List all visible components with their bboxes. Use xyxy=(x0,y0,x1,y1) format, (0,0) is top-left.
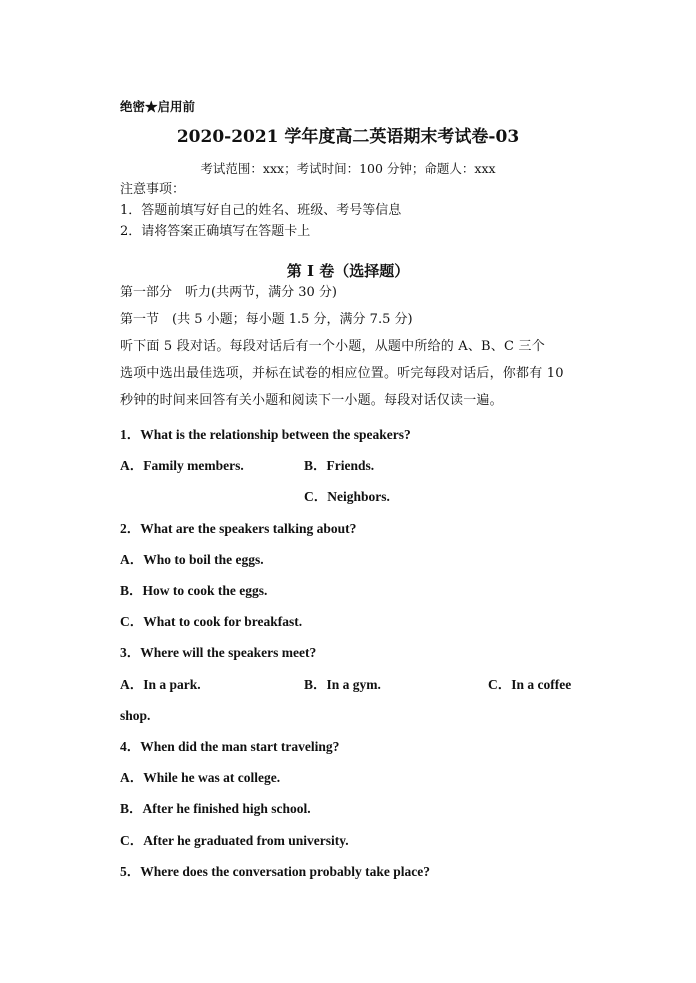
instruction-line-1: 听下面 5 段对话。每段对话后有一个小题，从题中所给的 A、B、C 三个 xyxy=(120,339,545,354)
question-1-stem: 1．What is the relationship between the speakers? xyxy=(120,427,411,442)
note-item-2: 2．请将答案正确填写在答题卡上 xyxy=(120,224,311,239)
question-1-option-c: C．Neighbors. xyxy=(304,489,390,504)
part-heading: 第一部分 听力(共两节，满分 30 分) xyxy=(120,285,337,300)
exam-meta: 考试范围：xxx；考试时间：100 分钟；命题人：xxx xyxy=(200,161,496,176)
question-3-option-c: C．In a coffee xyxy=(488,677,572,692)
section-title: 第 I 卷（选择题） xyxy=(286,262,410,280)
question-4-option-a: A．While he was at college. xyxy=(120,770,281,785)
question-1-option-a: A．Family members. xyxy=(120,458,244,473)
question-3-stem: 3．Where will the speakers meet? xyxy=(120,645,317,660)
question-2-stem: 2．What are the speakers talking about? xyxy=(120,521,357,536)
question-2-option-a: A．Who to boil the eggs. xyxy=(120,552,264,567)
question-1-option-b: B．Friends. xyxy=(304,458,375,473)
question-2-option-b: B．How to cook the eggs. xyxy=(120,583,268,598)
note-item-1: 1．答题前填写好自己的姓名、班级、考号等信息 xyxy=(120,203,402,218)
question-5-stem: 5．Where does the conversation probably take place? xyxy=(120,864,430,879)
question-4-option-c: C．After he graduated from university. xyxy=(120,833,349,848)
exam-title: 2020-2021 学年度高二英语期末考试卷-03 xyxy=(176,127,520,147)
secret-label: 绝密★启用前 xyxy=(120,99,196,114)
instruction-line-3: 秒钟的时间来回答有关小题和阅读下一小题。每段对话仅读一遍。 xyxy=(120,393,503,408)
instruction-line-2: 选项中选出最佳选项，并标在试卷的相应位置。听完每段对话后，你都有 10 xyxy=(120,366,564,381)
question-3-option-b: B．In a gym. xyxy=(304,677,381,692)
question-3-option-c-continued: shop. xyxy=(120,708,151,723)
question-4-option-b: B．After he finished high school. xyxy=(120,801,311,816)
question-2-option-c: C．What to cook for breakfast. xyxy=(120,614,303,629)
question-3-option-a: A．In a park. xyxy=(120,677,201,692)
subpart-heading: 第一节 (共 5 小题；每小题 1.5 分，满分 7.5 分) xyxy=(120,312,413,327)
question-4-stem: 4．When did the man start traveling? xyxy=(120,739,340,754)
notes-heading: 注意事项： xyxy=(120,182,186,197)
